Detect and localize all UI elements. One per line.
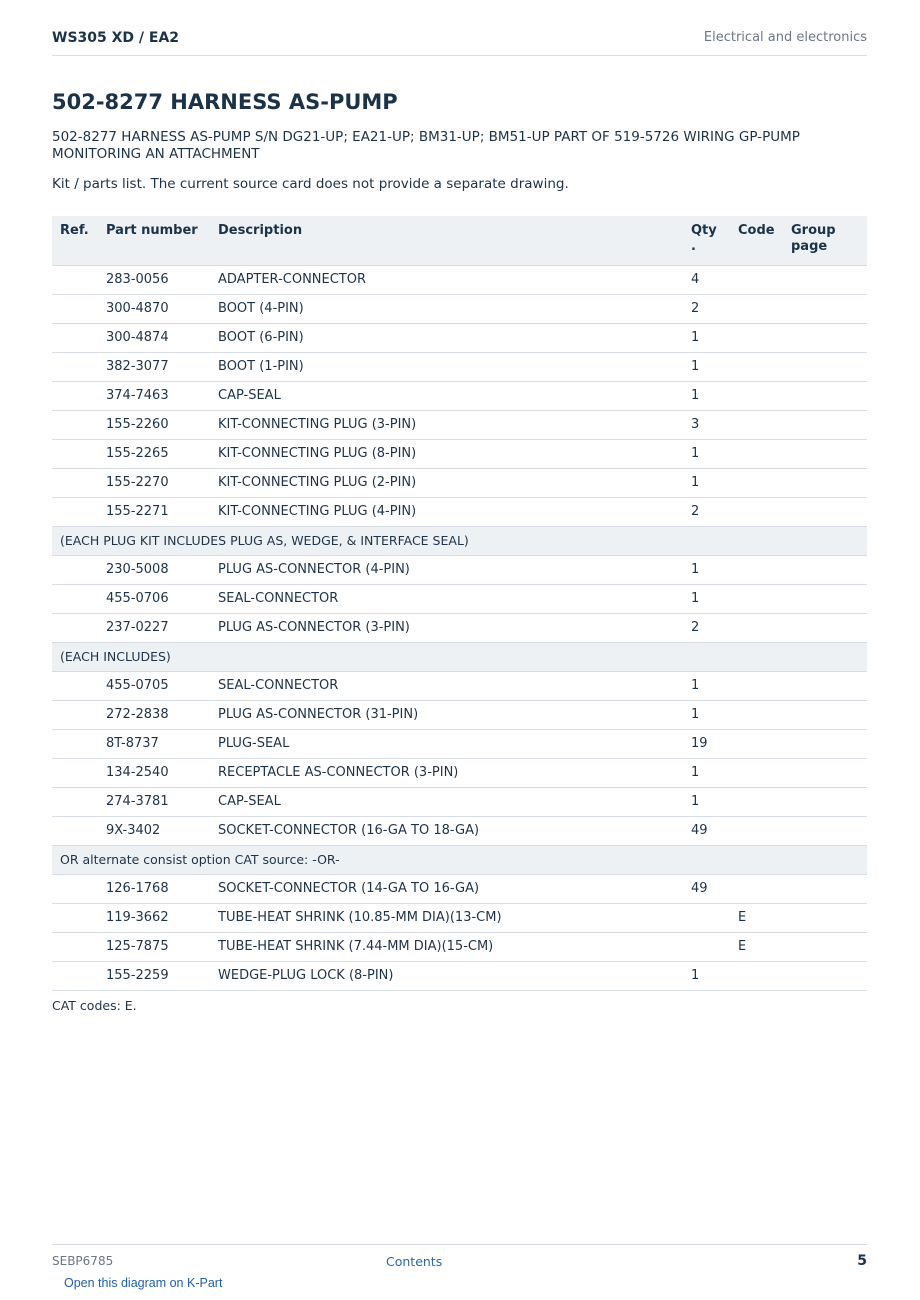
cell-description: WEDGE-PLUG LOCK (8-PIN) [210,961,683,990]
cell-description: SEAL-CONNECTOR [210,584,683,613]
cell-qty: 2 [683,613,730,642]
cell-qty: 3 [683,410,730,439]
cell-qty: 1 [683,352,730,381]
page-title: 502-8277 HARNESS AS-PUMP [52,90,398,114]
cell-ref [52,613,98,642]
cell-group-page [783,497,867,526]
cell-group-page [783,932,867,961]
cell-qty: 1 [683,787,730,816]
cell-group-page [783,265,867,294]
cell-code [730,265,783,294]
cell-qty: 4 [683,265,730,294]
cell-ref [52,700,98,729]
cell-code [730,323,783,352]
cell-qty: 1 [683,439,730,468]
cell-group-page [783,874,867,903]
document-id: SEBP6785 [52,1254,114,1268]
page-number: 5 [857,1253,867,1269]
cell-part-number: 237-0227 [98,613,210,642]
table-row [52,787,867,816]
cell-qty: 1 [683,468,730,497]
contents-link[interactable]: Contents [386,1254,443,1269]
cell-code [730,497,783,526]
cell-code [730,874,783,903]
cell-description: CAP-SEAL [210,381,683,410]
table-row [52,613,867,642]
cell-ref [52,294,98,323]
table-row [52,903,867,932]
col-header-part-number: Part number [98,216,210,265]
cell-code [730,671,783,700]
cell-group-page [783,439,867,468]
cell-group-page [783,671,867,700]
cell-part-number: 455-0706 [98,584,210,613]
table-row [52,468,867,497]
cell-description: PLUG AS-CONNECTOR (3-PIN) [210,613,683,642]
cell-qty: 1 [683,758,730,787]
cell-code [730,613,783,642]
cell-part-number: 8T-8737 [98,729,210,758]
cell-group-page [783,381,867,410]
cell-ref [52,903,98,932]
col-header-description: Description [210,216,683,265]
table-row [52,265,867,294]
table-row [52,758,867,787]
cell-group-page [783,700,867,729]
cell-group-page [783,961,867,990]
cell-code [730,468,783,497]
table-row [52,584,867,613]
cell-ref [52,816,98,845]
cell-group-page [783,903,867,932]
cell-part-number: 119-3662 [98,903,210,932]
cell-description: KIT-CONNECTING PLUG (8-PIN) [210,439,683,468]
cell-part-number: 125-7875 [98,932,210,961]
cell-group-page [783,294,867,323]
cell-description: TUBE-HEAT SHRINK (7.44-MM DIA)(15-CM) [210,932,683,961]
cell-qty: 49 [683,874,730,903]
table-row [52,700,867,729]
cell-description: KIT-CONNECTING PLUG (3-PIN) [210,410,683,439]
table-row [52,381,867,410]
cell-group-page [783,555,867,584]
cell-group-page [783,816,867,845]
cell-ref [52,787,98,816]
cell-code [730,584,783,613]
cell-description: SEAL-CONNECTOR [210,671,683,700]
cell-qty: 1 [683,671,730,700]
cell-description: CAP-SEAL [210,787,683,816]
cell-part-number: 283-0056 [98,265,210,294]
cell-description: KIT-CONNECTING PLUG (2-PIN) [210,468,683,497]
table-row [52,352,867,381]
cell-description: TUBE-HEAT SHRINK (10.85-MM DIA)(13-CM) [210,903,683,932]
cell-part-number: 455-0705 [98,671,210,700]
part-description: 502-8277 HARNESS AS-PUMP S/N DG21-UP; EA21-UP; BM31-UP; BM51-UP PART OF 519-5726 WIRING GP-PUMP MONITORING AN ATTACHMENT [52,129,800,162]
page-footer [52,1244,867,1275]
table-row [52,323,867,352]
source-note: Kit / parts list. The current source card does not provide a separate drawing. [52,176,569,192]
parts-table-body [52,265,867,990]
cell-part-number: 155-2270 [98,468,210,497]
table-row [52,439,867,468]
cell-ref [52,381,98,410]
cell-part-number: 374-7463 [98,381,210,410]
cell-ref [52,323,98,352]
cell-part-number: 9X-3402 [98,816,210,845]
cell-qty [683,932,730,961]
col-header-group-page: Group page [783,216,867,265]
cell-code [730,700,783,729]
cell-ref [52,555,98,584]
cell-code [730,816,783,845]
table-row [52,961,867,990]
cell-group-page [783,758,867,787]
cell-code [730,294,783,323]
table-row [52,874,867,903]
cell-group-page [783,787,867,816]
cell-ref [52,352,98,381]
cell-ref [52,758,98,787]
cell-description: BOOT (1-PIN) [210,352,683,381]
cell-part-number: 300-4874 [98,323,210,352]
cell-group-page [783,468,867,497]
table-row [52,497,867,526]
cell-ref [52,468,98,497]
cell-group-page [783,729,867,758]
cell-qty: 1 [683,555,730,584]
table-row [52,932,867,961]
cell-ref [52,584,98,613]
cell-qty [683,903,730,932]
cell-part-number: 300-4870 [98,294,210,323]
col-header-qty: Qty . [683,216,730,265]
cell-qty: 19 [683,729,730,758]
cell-part-number: 272-2838 [98,700,210,729]
cell-code [730,381,783,410]
model-breadcrumb: WS305 XD / EA2 [52,30,180,46]
cell-description: BOOT (4-PIN) [210,294,683,323]
cell-description: SOCKET-CONNECTOR (16-GA TO 18-GA) [210,816,683,845]
cell-qty: 1 [683,584,730,613]
cell-description: SOCKET-CONNECTOR (14-GA TO 16-GA) [210,874,683,903]
table-row [52,294,867,323]
table-row [52,729,867,758]
cell-ref [52,410,98,439]
cell-part-number: 274-3781 [98,787,210,816]
group-note-text: (EACH INCLUDES) [52,642,867,671]
cell-group-page [783,352,867,381]
cell-code [730,439,783,468]
cell-ref [52,961,98,990]
group-note-text: (EACH PLUG KIT INCLUDES PLUG AS, WEDGE, & INTERFACE SEAL) [52,526,867,555]
cell-description: PLUG AS-CONNECTOR (4-PIN) [210,555,683,584]
cell-code [730,555,783,584]
table-row [52,410,867,439]
cell-description: KIT-CONNECTING PLUG (4-PIN) [210,497,683,526]
cell-part-number: 382-3077 [98,352,210,381]
cell-group-page [783,584,867,613]
section-name: Electrical and electronics [703,30,867,45]
cell-description: PLUG-SEAL [210,729,683,758]
col-header-ref: Ref. [52,216,98,265]
cell-group-page [783,410,867,439]
cell-part-number: 155-2265 [98,439,210,468]
cell-description: BOOT (6-PIN) [210,323,683,352]
cell-part-number: 155-2259 [98,961,210,990]
group-note-row [52,642,867,671]
group-note-row [52,526,867,555]
cell-qty: 1 [683,700,730,729]
cell-qty: 1 [683,323,730,352]
cell-group-page [783,613,867,642]
cell-part-number: 134-2540 [98,758,210,787]
cell-part-number: 155-2271 [98,497,210,526]
table-row [52,555,867,584]
cell-code [730,961,783,990]
cell-part-number: 155-2260 [98,410,210,439]
cell-code [730,729,783,758]
cell-code: E [730,903,783,932]
cell-qty: 49 [683,816,730,845]
cell-description: ADAPTER-CONNECTOR [210,265,683,294]
cell-qty: 2 [683,497,730,526]
cell-ref [52,932,98,961]
cell-code [730,758,783,787]
cell-description: PLUG AS-CONNECTOR (31-PIN) [210,700,683,729]
cell-group-page [783,323,867,352]
cell-ref [52,729,98,758]
col-header-code: Code [730,216,783,265]
cell-code [730,787,783,816]
cell-part-number: 230-5008 [98,555,210,584]
cell-ref [52,671,98,700]
cell-code [730,410,783,439]
group-note-text: OR alternate consist option CAT source: -OR- [52,845,867,874]
table-header-row [52,216,867,265]
cell-ref [52,497,98,526]
cell-code: E [730,932,783,961]
cell-qty: 1 [683,961,730,990]
cell-code [730,352,783,381]
cell-ref [52,874,98,903]
cell-part-number: 126-1768 [98,874,210,903]
cell-ref [52,265,98,294]
open-diagram-link[interactable]: Open this diagram on K-Part [64,1276,223,1290]
group-note-row [52,845,867,874]
table-row [52,816,867,845]
cell-qty: 1 [683,381,730,410]
cat-codes-note: CAT codes: E. [52,998,137,1013]
cell-qty: 2 [683,294,730,323]
table-row [52,671,867,700]
page-header [52,28,867,56]
cell-description: RECEPTACLE AS-CONNECTOR (3-PIN) [210,758,683,787]
parts-table [52,216,867,991]
cell-ref [52,439,98,468]
